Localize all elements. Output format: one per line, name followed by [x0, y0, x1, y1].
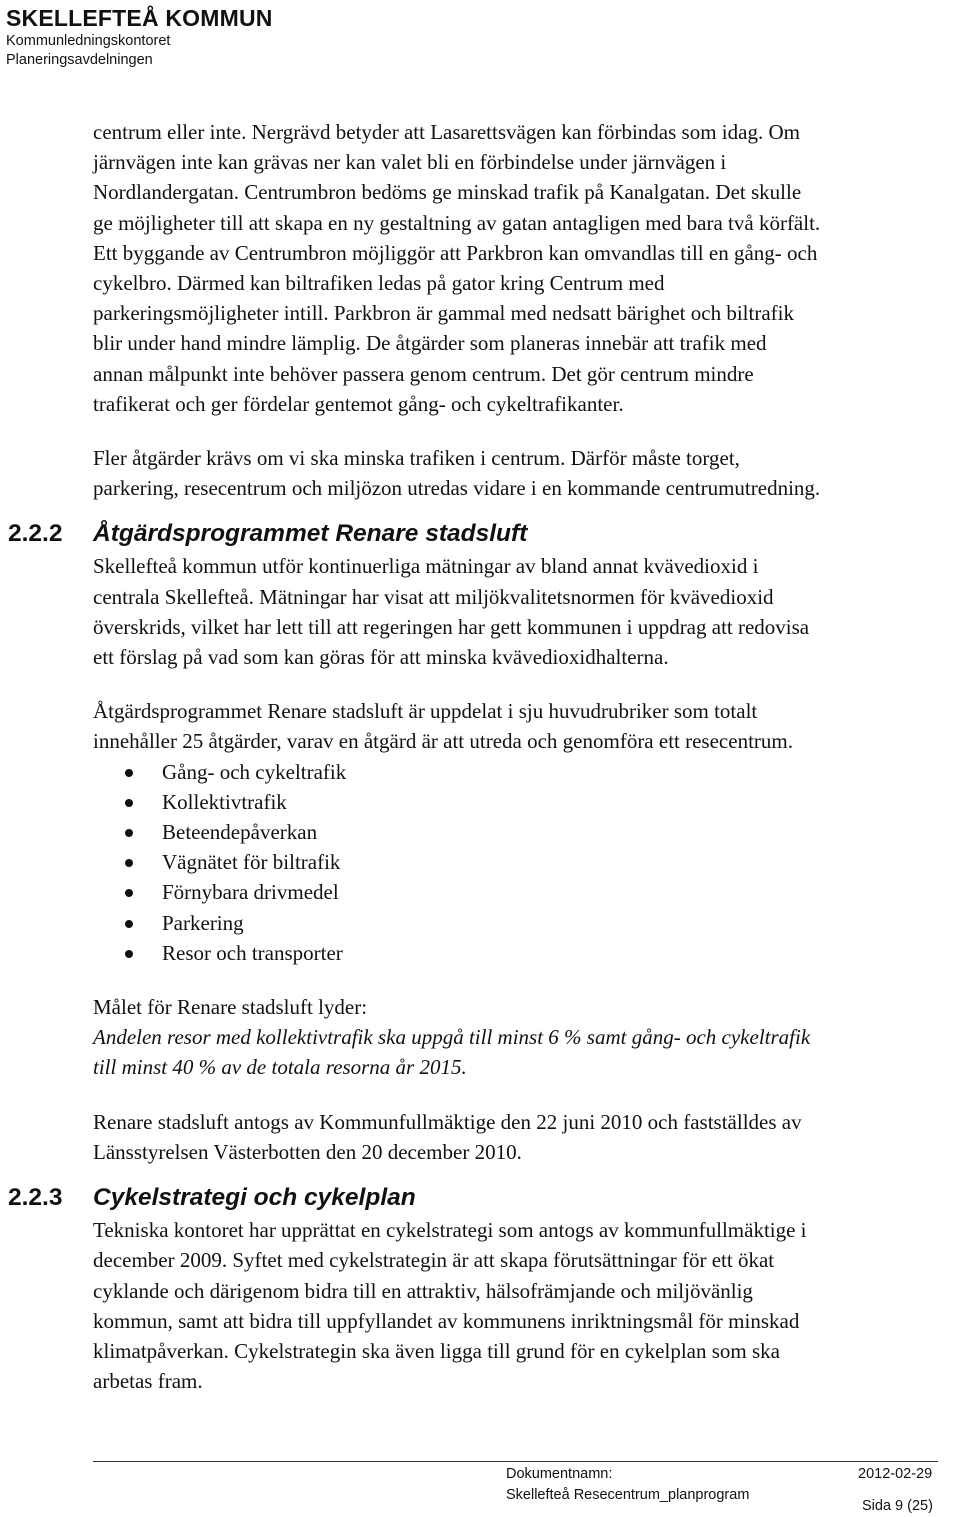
text-line: cykelbro. Därmed kan biltrafiken ledas på gator kring Centrum med: [93, 271, 665, 296]
list-item: Parkering: [93, 908, 953, 938]
section-heading-renare-stadsluft: [8, 517, 953, 551]
list-item: Resor och transporter: [93, 938, 953, 968]
text-line: Tekniska kontoret har upprättat en cykelstrategi som antogs av kommunfullmäktige i: [93, 1218, 807, 1243]
text-line: blir under hand mindre lämplig. De åtgärder som planeras innebär att trafik med: [93, 331, 767, 356]
list-item: Kollektivtrafik: [93, 787, 953, 817]
document-header: [6, 4, 273, 70]
document-name-label: Dokumentnamn:: [506, 1466, 613, 1482]
list-item: Förnybara drivmedel: [93, 877, 953, 907]
text-line: ett förslag på vad som kan göras för att minska kvävedioxidhalterna.: [93, 645, 669, 670]
text-line: trafikerat och ger fördelar gentemot gång- och cykeltrafikanter.: [93, 391, 624, 416]
text-line: cyklande och därigenom bidra till en attraktiv, hälsofrämjande och miljövänlig: [93, 1278, 753, 1303]
section-number: 2.2.3: [8, 1184, 63, 1212]
intro-paragraph: [93, 117, 953, 419]
section-number: 2.2.2: [8, 520, 63, 548]
document-body: [8, 117, 953, 1396]
goal-text-line: Andelen resor med kollektivtrafik ska uppgå till minst 6 % samt gång- och cykeltrafik: [93, 1025, 811, 1050]
paragraph-centrum-measures: [93, 443, 953, 503]
paragraph-cykelstrategi: [93, 1215, 953, 1396]
text-line: kommun, samt att bidra till uppfyllandet av kommunens inriktningsmål för minskad: [93, 1308, 800, 1333]
footer-date: 2012-02-29: [858, 1466, 933, 1482]
list-item: Vägnätet för biltrafik: [93, 847, 953, 877]
text-line: Skellefteå kommun utför kontinuerliga mätningar av bland annat kvävedioxid i: [93, 554, 759, 579]
list-item: Beteendepåverkan: [93, 817, 953, 847]
text-line: överskrids, vilket har lett till att regeringen har gett kommunen i uppdrag att redovisa: [93, 614, 810, 639]
footer-document-info: [506, 1464, 749, 1506]
text-line: klimatpåverkan. Cykelstrategin ska även ligga till grund för en cykelplan som ska: [93, 1338, 780, 1363]
text-line: Fler åtgärder krävs om vi ska minska trafiken i centrum. Därför måste torget,: [93, 446, 740, 471]
department-name: Kommunledningskontoret: [6, 33, 171, 49]
section-heading-cykelstrategi: [8, 1181, 953, 1215]
document-name: Skellefteå Resecentrum_planprogram: [506, 1487, 750, 1503]
text-line: annan målpunkt inte behöver passera genom centrum. Det gör centrum mindre: [93, 361, 754, 386]
text-line: parkeringsmöjligheter intill. Parkbron är gammal med nedsatt bärighet och biltrafik: [93, 301, 794, 326]
text-line: arbetas fram.: [93, 1369, 203, 1394]
list-item: Gång- och cykeltrafik: [93, 757, 953, 787]
text-line: Ett byggande av Centrumbron möjliggör att Parkbron kan omvandlas till en gång- och: [93, 240, 818, 265]
measure-category-list: [93, 757, 953, 968]
text-line: Länsstyrelsen Västerbotten den 20 december 2010.: [93, 1139, 522, 1164]
text-line: centrum eller inte. Nergrävd betyder att Lasarettsvägen kan förbindas som idag. Om: [93, 120, 800, 144]
organization-name: SKELLEFTEÅ KOMMUN: [6, 5, 273, 31]
page-number: Sida 9 (25): [862, 1498, 933, 1514]
paragraph-programme-structure: [93, 696, 953, 756]
text-line: järnvägen inte kan grävas ner kan valet bli en förbindelse under järnvägen i: [93, 150, 727, 175]
footer-divider: [93, 1461, 938, 1462]
goal-label: Målet för Renare stadsluft lyder:: [93, 995, 368, 1020]
paragraph-kvavedioxid: [93, 551, 953, 672]
paragraph-goal: [93, 992, 953, 1083]
text-line: centrala Skellefteå. Mätningar har visat att miljökvalitetsnormen för kvävedioxid: [93, 584, 774, 609]
text-line: Åtgärdsprogrammet Renare stadsluft är uppdelat i sju huvudrubriker som totalt: [93, 699, 758, 724]
text-line: parkering, resecentrum och miljözon utredas vidare i en kommande centrumutredning.: [93, 476, 821, 501]
paragraph-adoption: [93, 1107, 953, 1167]
text-line: Renare stadsluft antogs av Kommunfullmäktige den 22 juni 2010 och fastställdes av: [93, 1109, 802, 1134]
text-line: december 2009. Syftet med cykelstrategin är att skapa förutsättningar för ett ökat: [93, 1248, 775, 1273]
text-line: ge möjligheter till att skapa en ny gestaltning av gatan antagligen med bara två körfält.: [93, 210, 821, 235]
text-line: innehåller 25 åtgärder, varav en åtgärd är att utreda och genomföra ett resecentrum.: [93, 729, 793, 754]
section-title: Cykelstrategi och cykelplan: [93, 1184, 416, 1212]
goal-text-line: till minst 40 % av de totala resorna år 2015.: [93, 1055, 467, 1080]
text-line: Nordlandergatan. Centrumbron bedöms ge minskad trafik på Kanalgatan. Det skulle: [93, 180, 802, 205]
division-name: Planeringsavdelningen: [6, 52, 153, 68]
section-title: Åtgärdsprogrammet Renare stadsluft: [93, 520, 528, 548]
